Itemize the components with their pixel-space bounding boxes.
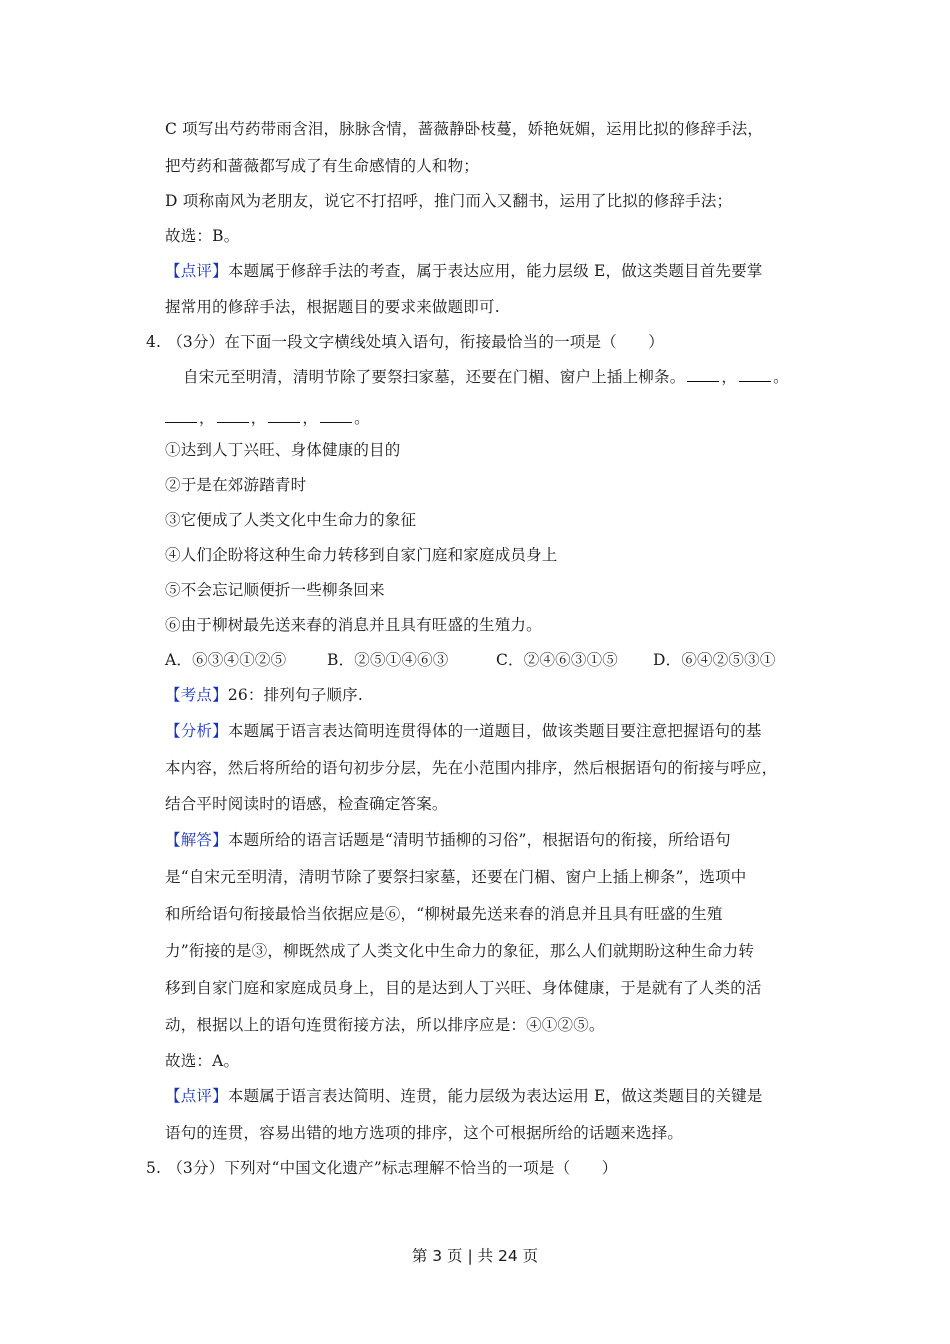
question-number: 4.: [146, 333, 162, 351]
punct: ，: [302, 409, 319, 427]
q4-fenxi-cont: 结合平时阅读时的语感，检查确定答案。: [165, 795, 448, 813]
q4-jieda-cont: 力”衔接的是③，柳既然成了人类文化中生命力的象征，那么人们就期盼这种生命力转: [165, 942, 755, 960]
punct: 。: [354, 409, 370, 427]
fenxi-text: 本题属于语言表达简明连贯得体的一道题目，做该类题目要注意把握语句的基: [227, 722, 762, 740]
sentence-item: ②于是在郊游踏青时: [165, 476, 307, 494]
jieda-tag: 【解答】: [165, 831, 228, 849]
punct: ，: [250, 409, 267, 427]
question-number: 5.: [146, 1159, 162, 1177]
q4-kaodian: [165, 685, 363, 705]
q3-comment: [165, 261, 763, 281]
fenxi-tag: 【分析】: [165, 722, 228, 740]
option-a: A．⑥③④①②⑤: [165, 651, 287, 669]
q3-analysis-line: 把芍药和蔷薇都写成了有生命感情的人和物；: [165, 157, 480, 175]
dianping-tag: 【点评】: [165, 1087, 228, 1105]
kaodian-text: 26：排列句子顺序.: [227, 686, 363, 704]
sentence-item: ③它便成了人类文化中生命力的象征: [165, 511, 417, 529]
q4-passage-line1: [183, 367, 789, 387]
sentence-item: ⑤不会忘记顺便折一些柳条回来: [165, 581, 385, 599]
q4-answer: 故选：A。: [165, 1052, 240, 1070]
q4-jieda-cont: 移到自家门庭和家庭成员身上，目的是达到人丁兴旺、身体健康，于是就有了人类的活: [165, 979, 762, 997]
q3-answer: 故选：B。: [165, 227, 240, 245]
q4-jieda: [165, 830, 731, 850]
question-text: （3分）下列对“中国文化遗产”标志理解不恰当的一项是（ ）: [167, 1159, 618, 1177]
punct: ，: [199, 409, 215, 427]
q3-analysis-line: C 项写出芍药带雨含泪，脉脉含情，蔷薇静卧枝蔓，娇艳妩媚，运用比拟的修辞手法，: [165, 120, 764, 138]
option-d: D．⑥④②⑤③①: [653, 651, 776, 669]
punct: 。: [773, 368, 789, 386]
sentence-item: ④人们企盼将这种生命力转移到自家门庭和家庭成员身上: [165, 546, 558, 564]
punct: ，: [721, 368, 738, 386]
q4-jieda-cont: 是“自宋元至明清，清明节除了要祭扫家墓，还要在门楣、窗户上插上柳条”，选项中: [165, 868, 747, 886]
sentence-item: ①达到人丁兴旺、身体健康的目的: [165, 441, 401, 459]
q4-jieda-cont: 和所给语句衔接最恰当依据应是⑥，“柳树最先送来春的消息并且具有旺盛的生殖: [165, 905, 723, 923]
q3-comment-cont: 握常用的修辞手法，根据题目的要求来做题即可.: [165, 298, 500, 316]
option-b: B．②⑤①④⑥③: [327, 651, 449, 669]
option-c: C．②④⑥③①⑤: [496, 651, 618, 669]
q4-stem: [146, 332, 664, 352]
fill-blank: [739, 368, 771, 382]
question-text: （3分）在下面一段文字横线处填入语句，衔接最恰当的一项是（ ）: [167, 333, 664, 351]
page-footer: 第 3 页 | 共 24 页: [411, 1247, 539, 1265]
comment-tag: 【点评】: [165, 262, 228, 280]
fill-blank: [268, 409, 300, 423]
q4-jieda-cont: 动，根据以上的语句连贯衔接方法，所以排序应是：④①②⑤。: [165, 1016, 605, 1034]
comment-text: 本题属于修辞手法的考查，属于表达应用，能力层级 E，做这类题目首先要掌: [227, 262, 763, 280]
q4-dianping-cont: 语句的连贯，容易出错的地方选项的排序，这个可根据所给的话题来选择。: [165, 1124, 684, 1142]
q4-dianping: [165, 1086, 763, 1106]
fill-blank: [320, 409, 352, 423]
q3-analysis-line: D 项称南风为老朋友，说它不打招呼，推门而入又翻书，运用了比拟的修辞手法；: [165, 192, 733, 210]
kaodian-tag: 【考点】: [165, 686, 228, 704]
sentence-item: ⑥由于柳树最先送来春的消息并且具有旺盛的生殖力。: [165, 616, 542, 634]
q4-fenxi-cont: 本内容，然后将所给的语句初步分层，先在小范围内排序，然后根据语句的衔接与呼应，: [165, 759, 778, 777]
q4-fenxi: [165, 721, 762, 741]
dianping-text: 本题属于语言表达简明、连贯，能力层级为表达运用 E，做这类题目的关键是: [227, 1087, 763, 1105]
fill-blank: [217, 409, 249, 423]
q4-passage-line2: [165, 408, 370, 428]
q5-stem: [146, 1158, 617, 1178]
fill-blank: [687, 368, 719, 382]
fill-blank: [165, 409, 197, 423]
jieda-text: 本题所给的语言话题是“清明节插柳的习俗”，根据语句的衔接，所给语句: [227, 831, 731, 849]
passage-text: 自宋元至明清，清明节除了要祭扫家墓，还要在门楣、窗户上插上柳条。: [183, 368, 686, 386]
